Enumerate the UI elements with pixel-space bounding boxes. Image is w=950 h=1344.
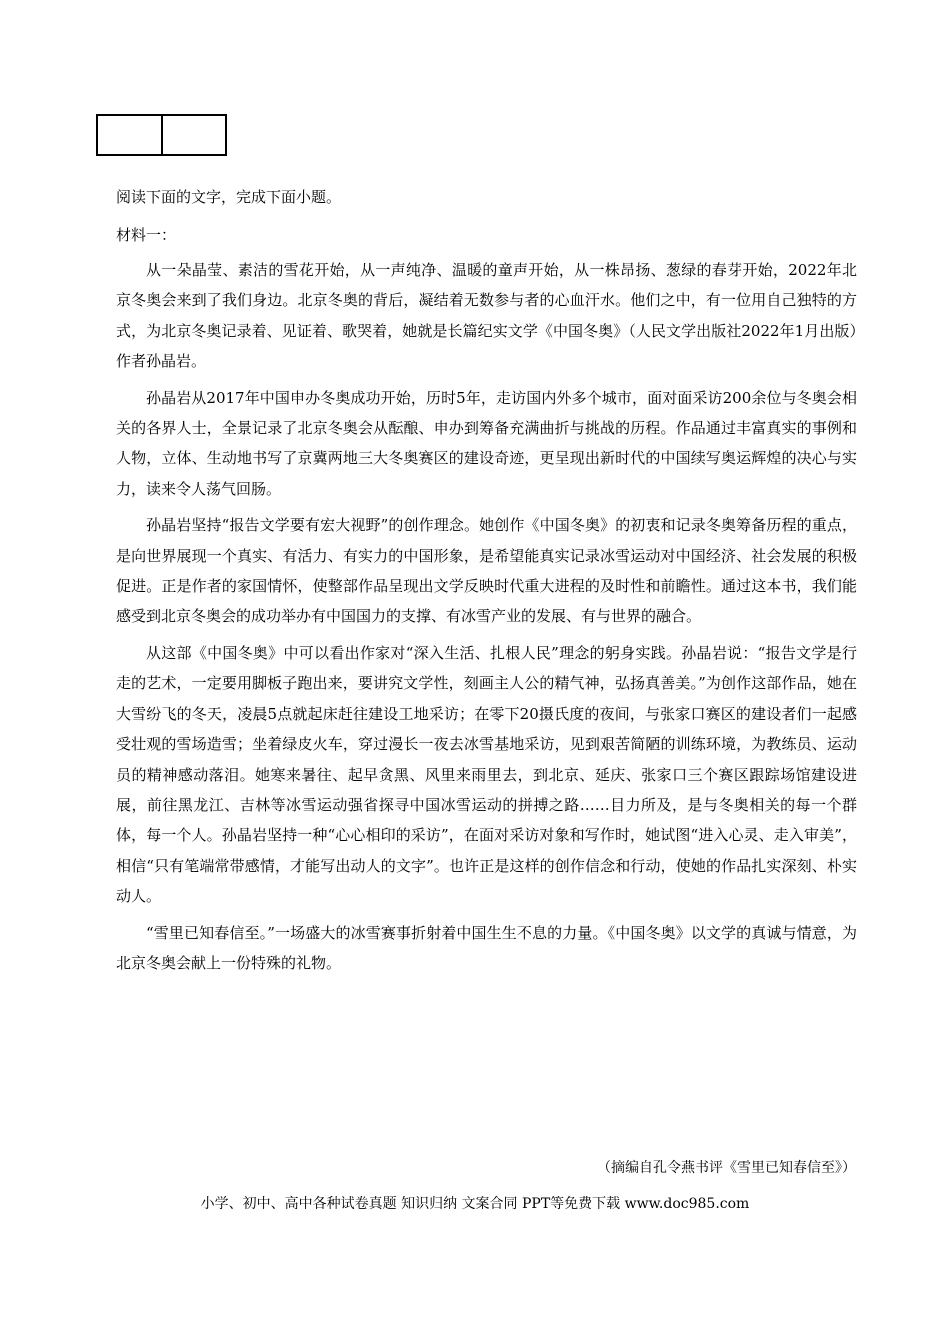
instruction-text: 阅读下面的文字，完成下面小题。	[116, 188, 342, 206]
score-cell-1	[98, 116, 161, 154]
page-footer: 小学、初中、高中各种试卷真题 知识归纳 文案合同 PPT等免费下载 www.doc985.com	[200, 1196, 750, 1212]
paragraph-5: “雪里已知春信至。”一场盛大的冰雪赛事折射着中国生生不息的力量。《中国冬奥》以文学的真诚与情意，为北京冬奥会献上一份特殊的礼物。	[116, 923, 857, 972]
score-cell-2	[161, 116, 226, 154]
paragraph-2: 孙晶岩从2017年中国申办冬奥成功开始，历时5年，走访国内外多个城市，面对面采访200余位与冬奥会相关的各界人士，全景记录了北京冬奥会从酝酿、申办到筹备充满曲折与挑战的历程。作品通过丰富真实的事例和人物，立体、生动地书写了京冀两地三大冬奥赛区的建设奇迹，更呈现出新时代的中国续写奥运辉煌的决心与实力，读来令人荡气回肠。	[116, 388, 857, 498]
source-citation: （摘编自孔令燕书评《雪里已知春信至》）	[597, 1160, 856, 1176]
article-body	[116, 255, 857, 984]
score-box	[96, 114, 227, 156]
paragraph-1: 从一朵晶莹、素洁的雪花开始，从一声纯净、温暖的童声开始，从一株昂扬、葱绿的春芽开始，2022年北京冬奥会来到了我们身边。北京冬奥的背后，凝结着无数参与者的心血汗水。他们之中，有一位用自己独特的方式，为北京冬奥记录着、见证着、歌哭着，她就是长篇纪实文学《中国冬奥》（人民文学出版社2022年1月出版）作者孙晶岩。	[116, 261, 857, 371]
paragraph-4: 从这部《中国冬奥》中可以看出作家对“深入生活、扎根人民”理念的躬身实践。孙晶岩说：“报告文学是行走的艺术，一定要用脚板子跑出来，要讲究文学性，刻画主人公的精气神，弘扬真善美。”为创作这部作品，她在大雪纷飞的冬天，凌晨5点就起床赶往建设工地采访；在零下20摄氏度的夜间，与张家口赛区的建设者们一起感受壮观的雪场造雪；坐着绿皮火车，穿过漫长一夜去冰雪基地采访，见到艰苦简陋的训练环境，为教练员、运动员的精神感动落泪。她寒来暑往、起早贪黑、风里来雨里去，到北京、延庆、张家口三个赛区跟踪场馆建设进展，前往黑龙江、吉林等冰雪运动强省探寻中国冰雪运动的拼搏之路……目力所及，是与冬奥相关的每一个群体，每一个人。孙晶岩坚持一种“心心相印的采访”，在面对采访对象和写作时，她试图“进入心灵、走入审美”，相信“只有笔端常带感情，才能写出动人的文字”。也许正是这样的创作信念和行动，使她的作品扎实深刻、朴实动人。	[116, 643, 857, 906]
paragraph-3: 孙晶岩坚持“报告文学要有宏大视野”的创作理念。她创作《中国冬奥》的初衷和记录冬奥筹备历程的重点，是向世界展现一个真实、有活力、有实力的中国形象，是希望能真实记录冰雪运动对中国经济、社会发展的积极促进。正是作者的家国情怀，使整部作品呈现出文学反映时代重大进程的及时性和前瞻性。通过这本书，我们能感受到北京冬奥会的成功举办有中国国力的支撑、有冰雪产业的发展、有与世界的融合。	[116, 516, 857, 626]
material-label: 材料一：	[116, 226, 177, 244]
